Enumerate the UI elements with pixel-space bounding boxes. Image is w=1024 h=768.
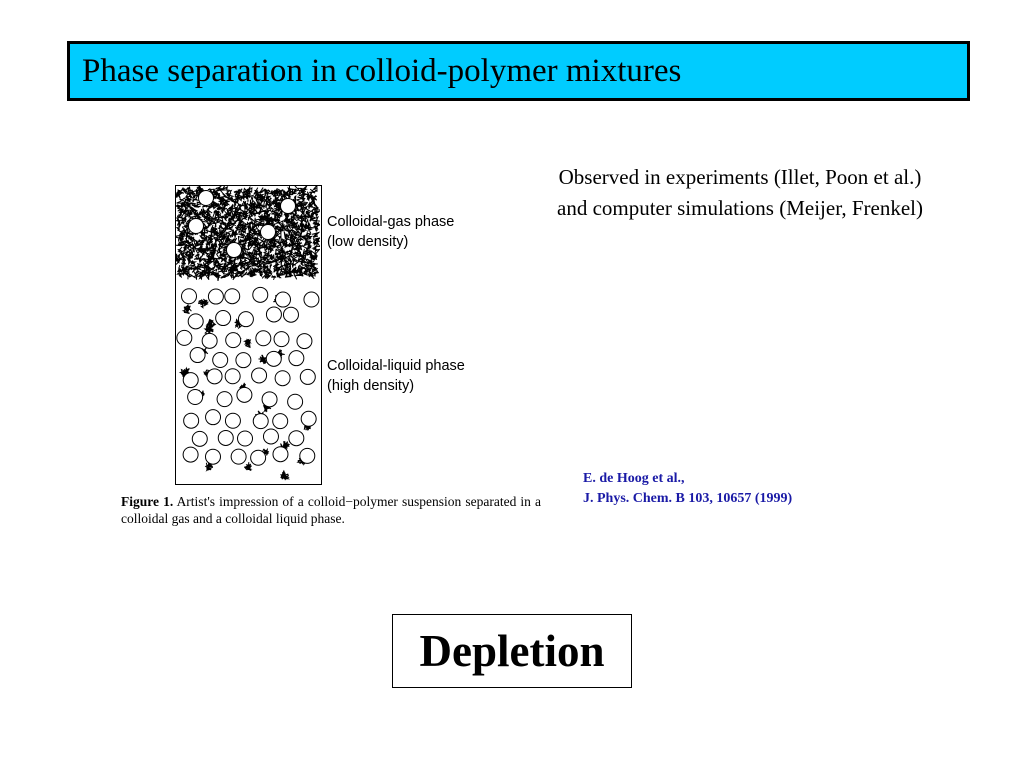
colloid-particle — [238, 312, 253, 327]
depletion-label: Depletion — [419, 626, 605, 676]
colloid-particle — [183, 373, 198, 388]
colloid-particle — [253, 414, 268, 429]
colloid-particle — [190, 348, 205, 363]
citation-journal: J. Phys. Chem. B 103, 10657 (1999) — [583, 491, 793, 506]
colloid-particle — [217, 392, 232, 407]
colloid-particle — [199, 191, 214, 206]
citation — [583, 469, 792, 509]
gas-phase-label — [327, 212, 454, 252]
colloid-particle — [236, 353, 251, 368]
liquid-phase-label-line-1: Colloidal-liquid phase — [327, 358, 465, 374]
colloid-particle — [256, 331, 271, 346]
colloid-particle — [227, 243, 242, 258]
gas-phase-label-line-2: (low density) — [327, 234, 409, 250]
colloid-particle — [225, 289, 240, 304]
colloid-particle — [253, 287, 268, 302]
colloid-particle — [202, 333, 217, 348]
colloid-particle — [237, 387, 252, 402]
colloid-particle — [205, 449, 220, 464]
colloid-particle — [289, 431, 304, 446]
phase-separation-figure — [112, 180, 552, 530]
colloid-particle — [263, 429, 278, 444]
figure-illustration-panel — [175, 185, 322, 485]
colloid-particle — [251, 450, 266, 465]
colloid-particle — [183, 447, 198, 462]
colloid-particle — [273, 414, 288, 429]
colloid-particle — [208, 289, 223, 304]
polymer-coil — [246, 266, 250, 271]
figure-caption-prefix: Figure 1. — [121, 494, 174, 509]
polymer-coil — [233, 230, 238, 238]
colloid-particle — [300, 448, 315, 463]
figure-caption — [121, 493, 541, 527]
colloid-particle — [301, 411, 316, 426]
colloid-particle — [216, 311, 231, 326]
polymer-coil — [235, 225, 238, 230]
colloid-particle — [252, 368, 267, 383]
gas-phase-label-line-1: Colloidal-gas phase — [327, 214, 455, 230]
colloid-particle — [225, 369, 240, 384]
polymer-coil — [208, 223, 212, 228]
polymer-coil — [312, 233, 319, 239]
colloid-polymer-illustration — [176, 186, 320, 483]
colloid-particle — [266, 351, 281, 366]
polymer-coil — [271, 275, 276, 279]
colloid-particle — [225, 413, 240, 428]
colloid-particle — [189, 219, 204, 234]
colloid-particle — [289, 351, 304, 366]
depletion-box — [392, 614, 632, 688]
colloid-particle — [238, 431, 253, 446]
colloid-particle — [273, 447, 288, 462]
slide-title: Phase separation in colloid-polymer mixtures — [82, 52, 682, 89]
colloid-particle — [297, 334, 312, 349]
colloid-particle — [184, 413, 199, 428]
polymer-coil — [218, 225, 220, 231]
colloid-particle — [177, 330, 192, 345]
colloid-particle — [300, 369, 315, 384]
colloid-particle — [275, 371, 290, 386]
colloid-particle — [231, 449, 246, 464]
colloid-particle — [262, 392, 277, 407]
colloid-particle — [188, 314, 203, 329]
colloid-particle — [266, 307, 281, 322]
figure-caption-text: Artist's impression of a colloid−polymer suspension separated in a colloidal gas and a colloidal liquid phase. — [121, 494, 541, 526]
observed-line-1: Observed in experiments (Illet, Poon et al.) — [558, 165, 922, 189]
polymer-coil — [270, 264, 272, 269]
colloid-particle — [213, 353, 228, 368]
citation-authors: E. de Hoog et al., — [583, 471, 685, 486]
polymer-coil — [276, 244, 284, 250]
colloid-particle — [275, 292, 290, 307]
colloid-particle — [206, 410, 221, 425]
colloid-particle — [304, 292, 319, 307]
observed-line-2: and computer simulations (Meijer, Frenkel) — [557, 196, 923, 220]
colloid-particle — [274, 332, 289, 347]
colloid-particle — [288, 394, 303, 409]
colloid-particle — [182, 289, 197, 304]
colloid-particle — [226, 333, 241, 348]
polymer-coil — [212, 264, 217, 269]
liquid-phase-label — [327, 356, 465, 396]
polymer-coil — [221, 274, 229, 278]
colloid-particle — [218, 430, 233, 445]
polymer-coil — [314, 226, 317, 231]
colloid-particle — [283, 307, 298, 322]
observed-note — [500, 162, 980, 224]
colloid-particle — [261, 225, 276, 240]
slide-title-box — [67, 41, 970, 101]
liquid-phase-label-line-2: (high density) — [327, 378, 415, 394]
colloid-particle — [207, 369, 222, 384]
colloid-particle — [192, 431, 207, 446]
polymer-coil — [176, 220, 183, 227]
polymer-coil — [252, 249, 258, 255]
colloid-particle — [188, 389, 203, 404]
colloid-particle — [281, 199, 296, 214]
